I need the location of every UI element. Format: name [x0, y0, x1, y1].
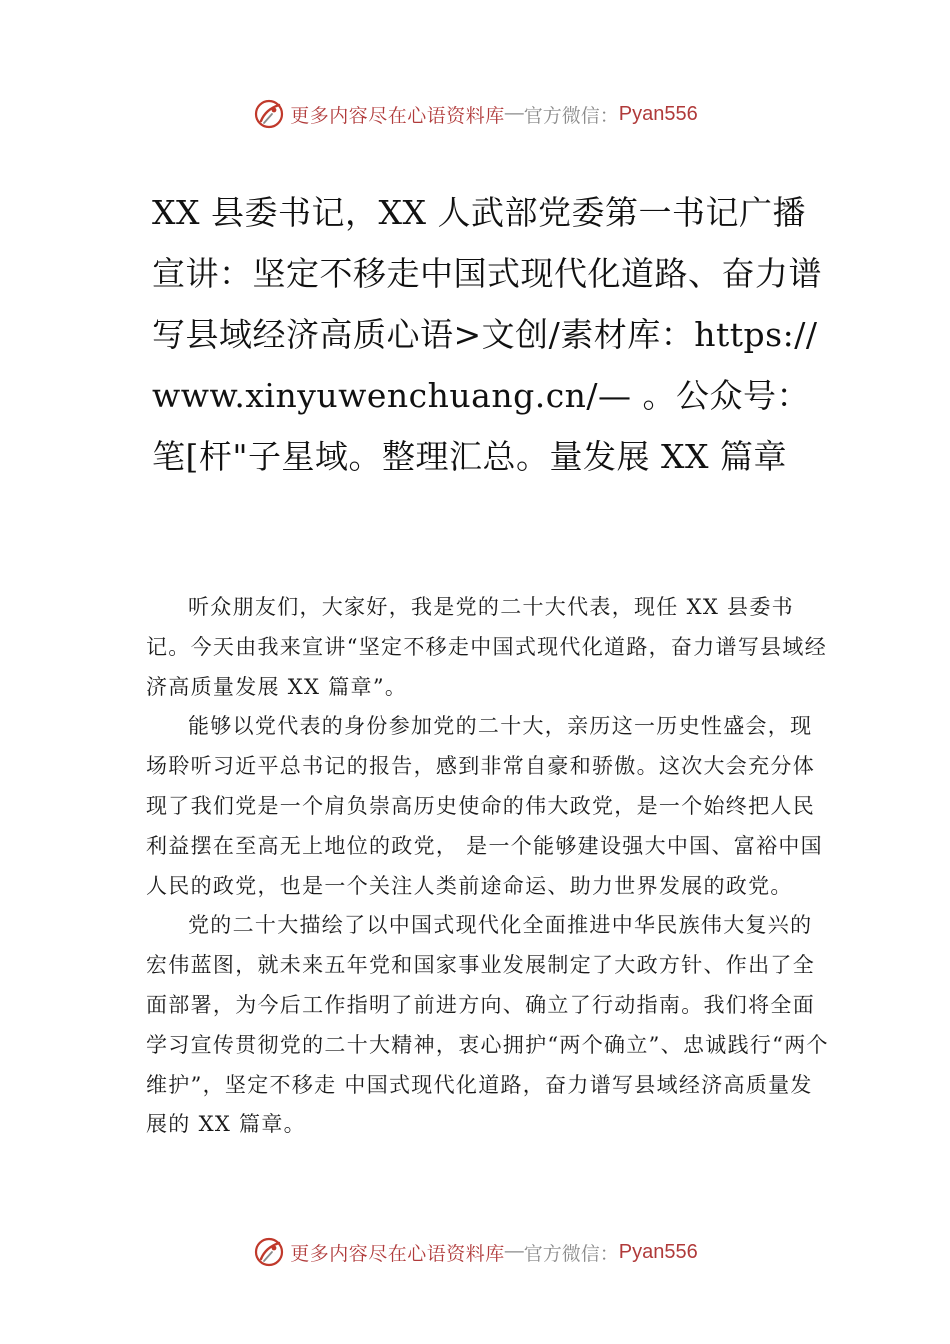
brand-logo-icon: [252, 97, 286, 131]
document-title: XX 县委书记，XX 人武部党委第一书记广播宣讲：坚定不移走中国式现代化道路、奋力谱写县域经济高质心语>文创/素材库：https://www.xinyuwenchuang.cn/— 。公众号：笔[杆"子星域。整理汇总。量发展 XX 篇章: [152, 193, 822, 476]
banner-main-text: 更多内容尽在心语资料库: [290, 1242, 505, 1265]
document-body: [146, 588, 834, 1145]
banner-wechat-id: Pyan556: [618, 1240, 698, 1263]
header-watermark-banner: [0, 94, 950, 134]
paragraph: 党的二十大描绘了以中国式现代化全面推进中华民族伟大复兴的宏伟蓝图，就未来五年党和国家事业发展制定了大政方针、作出了全面部署，为今后工作指明了前进方向、确立了行动指南。我们将全面学习宣传贯彻党的二十大精神，衷心拥护“两个确立”、忠诚践行“两个维护”，坚定不移走 中国式现代化道路，奋力谱写县域经济高质量发展的 XX 篇章。: [146, 913, 829, 1137]
banner-separator: —: [504, 103, 524, 124]
banner-wechat-label: 官方微信：: [523, 1242, 619, 1265]
brand-logo-icon: [252, 1235, 286, 1269]
banner-wechat-id: Pyan556: [618, 102, 698, 125]
banner-main-text: 更多内容尽在心语资料库: [290, 104, 505, 127]
paragraph: 能够以党代表的身份参加党的二十大，亲历这一历史性盛会，现场聆听习近平总书记的报告，感到非常自豪和骄傲。这次大会充分体现了我们党是一个肩负崇高历史使命的伟大政党，是一个始终把人民利益摆在至高无上地位的政党， 是一个能够建设强大中国、富裕中国人民的政党，也是一个关注人类前途命运、助力世界发展的政党。: [146, 714, 823, 898]
banner-separator: —: [504, 1241, 524, 1262]
paragraph: 听众朋友们，大家好，我是党的二十大代表，现任 XX 县委书记。今天由我来宣讲“坚定不移走中国式现代化道路，奋力谱写县域经济高质量发展 XX 篇章”。: [146, 595, 828, 699]
banner-wechat-label: 官方微信：: [523, 104, 619, 127]
footer-watermark-banner: [0, 1232, 950, 1272]
